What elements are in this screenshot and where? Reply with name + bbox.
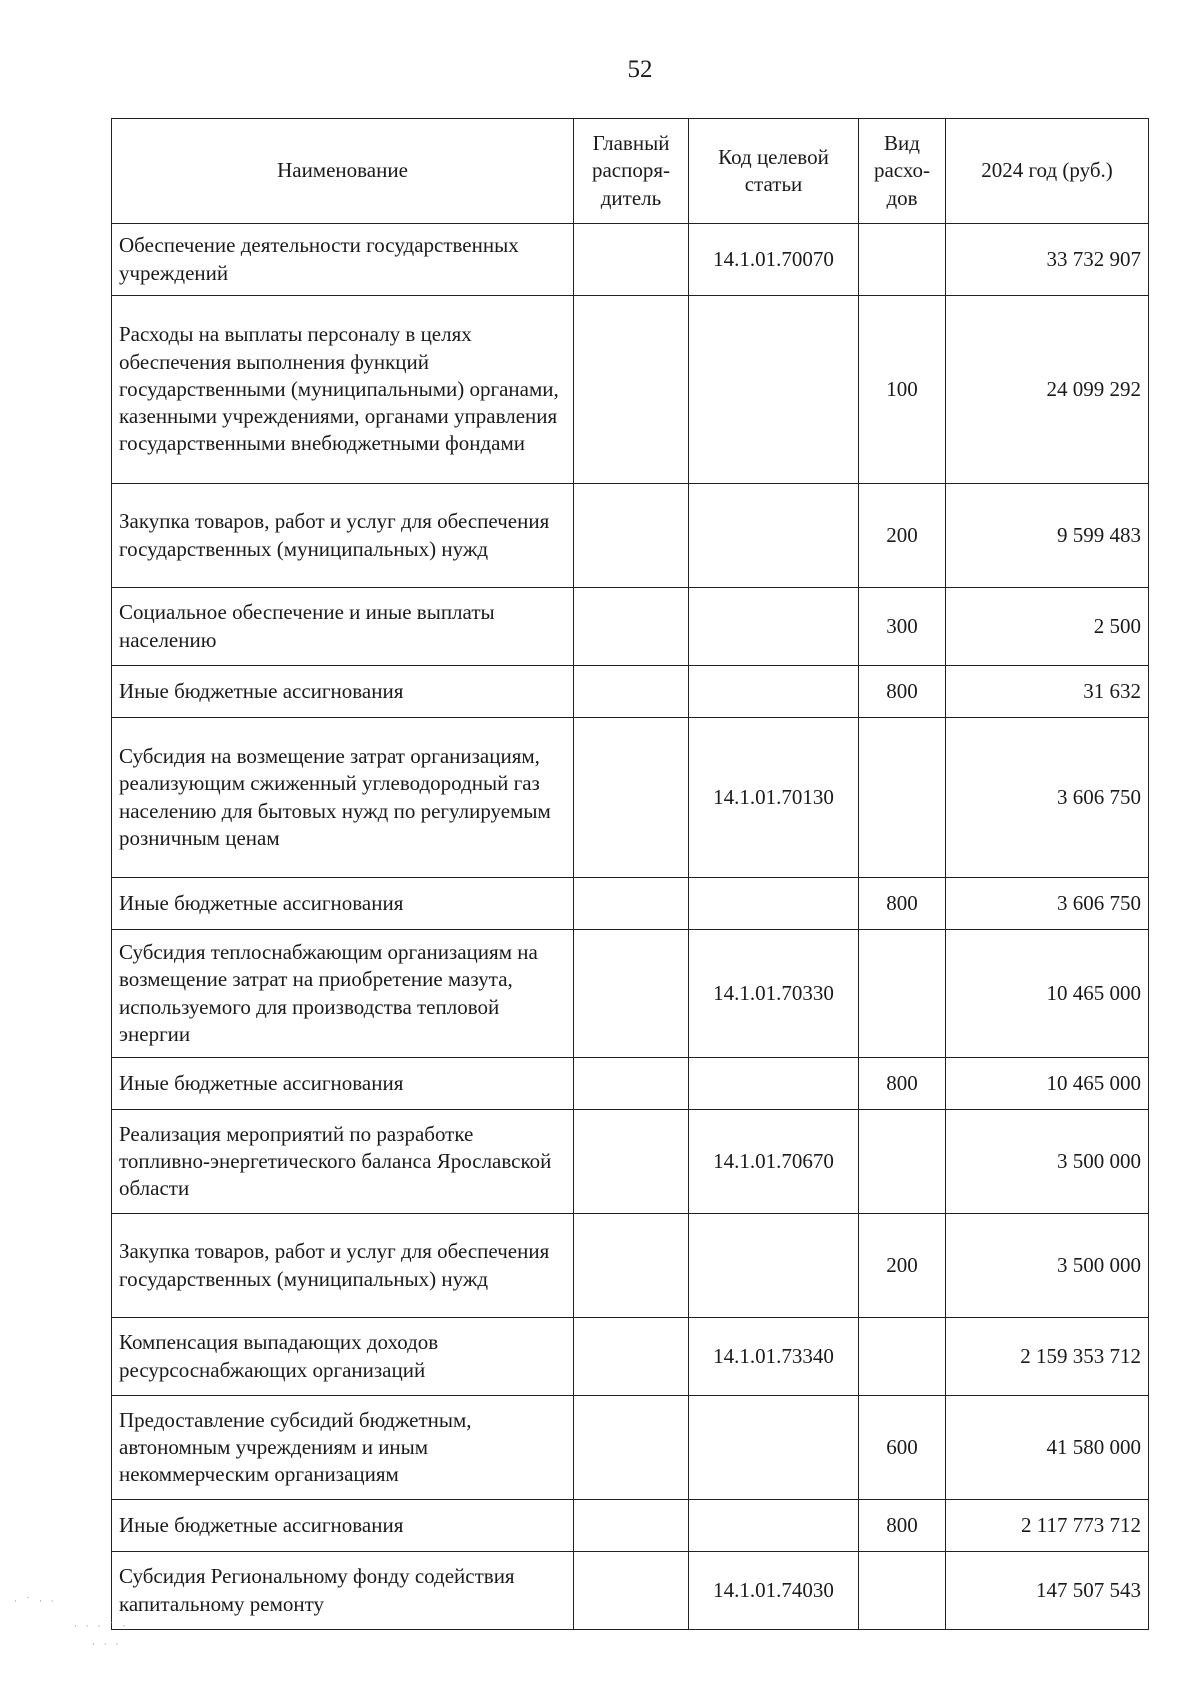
row-code: 14.1.01.70670: [689, 1110, 859, 1214]
table-row: [112, 1396, 1149, 1500]
row-manager: [574, 224, 689, 296]
header-name: Наименование: [112, 119, 574, 224]
page-number: 52: [627, 56, 653, 83]
table-row: [112, 1318, 1149, 1396]
table-row: [112, 1110, 1149, 1214]
row-code: [689, 1396, 859, 1500]
header-code: Код целевой статьи: [689, 119, 859, 224]
row-code: [689, 1214, 859, 1318]
table-row: [112, 1500, 1149, 1552]
row-manager: [574, 1500, 689, 1552]
row-name: Закупка товаров, работ и услуг для обеспечения государственных (муниципальных) нужд: [112, 1214, 574, 1318]
row-name: Иные бюджетные ассигнования: [112, 666, 574, 718]
table-row: [112, 718, 1149, 878]
header-amount: 2024 год (руб.): [946, 119, 1149, 224]
row-code: [689, 878, 859, 930]
row-amount: 24 099 292: [946, 296, 1149, 484]
row-code: [689, 296, 859, 484]
row-expense-type: [859, 1318, 946, 1396]
row-name: Иные бюджетные ассигнования: [112, 1058, 574, 1110]
row-code: [689, 666, 859, 718]
row-expense-type: [859, 1552, 946, 1630]
row-amount: 10 465 000: [946, 930, 1149, 1058]
row-amount: 31 632: [946, 666, 1149, 718]
row-expense-type: [859, 718, 946, 878]
row-amount: 41 580 000: [946, 1396, 1149, 1500]
scan-noise: · · · ˙ ·: [74, 1622, 129, 1632]
row-expense-type: 100: [859, 296, 946, 484]
row-manager: [574, 296, 689, 484]
row-manager: [574, 718, 689, 878]
row-expense-type: 300: [859, 588, 946, 666]
table-row: [112, 1058, 1149, 1110]
row-amount: 147 507 543: [946, 1552, 1149, 1630]
header-manager: Главный распоря-дитель: [574, 119, 689, 224]
table-row: [112, 1214, 1149, 1318]
row-expense-type: 600: [859, 1396, 946, 1500]
row-amount: 3 606 750: [946, 718, 1149, 878]
row-name: Расходы на выплаты персоналу в целях обеспечения выполнения функций государственными (муниципальными) органами, казенными учреждениями, органами управления государственными внебюджетными фондами: [112, 296, 574, 484]
row-expense-type: 200: [859, 484, 946, 588]
table-row: [112, 1552, 1149, 1630]
row-name: Закупка товаров, работ и услуг для обеспечения государственных (муниципальных) нужд: [112, 484, 574, 588]
row-name: Иные бюджетные ассигнования: [112, 878, 574, 930]
row-amount: 2 500: [946, 588, 1149, 666]
row-code: [689, 588, 859, 666]
budget-table: [111, 118, 1149, 1630]
row-manager: [574, 1552, 689, 1630]
row-manager: [574, 484, 689, 588]
row-code: 14.1.01.73340: [689, 1318, 859, 1396]
row-manager: [574, 878, 689, 930]
row-manager: [574, 1396, 689, 1500]
row-expense-type: [859, 1110, 946, 1214]
row-amount: 3 500 000: [946, 1110, 1149, 1214]
row-expense-type: 800: [859, 1500, 946, 1552]
table-header-row: [112, 119, 1149, 224]
row-name: Иные бюджетные ассигнования: [112, 1500, 574, 1552]
table-row: [112, 930, 1149, 1058]
row-code: [689, 484, 859, 588]
row-amount: 2 117 773 712: [946, 1500, 1149, 1552]
row-name: Социальное обеспечение и иные выплаты населению: [112, 588, 574, 666]
row-amount: 3 606 750: [946, 878, 1149, 930]
row-manager: [574, 1214, 689, 1318]
row-amount: 3 500 000: [946, 1214, 1149, 1318]
table-row: [112, 296, 1149, 484]
row-name: Субсидия теплоснабжающим организациям на возмещение затрат на приобретение мазута, используемого для производства тепловой энергии: [112, 930, 574, 1058]
row-expense-type: [859, 224, 946, 296]
row-name: Компенсация выпадающих доходов ресурсоснабжающих организаций: [112, 1318, 574, 1396]
row-name: Субсидия на возмещение затрат организациям, реализующим сжиженный углеводородный газ населению для бытовых нужд по регулируемым розничным ценам: [112, 718, 574, 878]
row-amount: 10 465 000: [946, 1058, 1149, 1110]
row-manager: [574, 1110, 689, 1214]
row-manager: [574, 930, 689, 1058]
scan-noise: · ˙ · ·: [14, 1597, 57, 1607]
row-expense-type: 800: [859, 1058, 946, 1110]
row-amount: 9 599 483: [946, 484, 1149, 588]
row-manager: [574, 1318, 689, 1396]
row-name: Предоставление субсидий бюджетным, автономным учреждениям и иным некоммерческим организациям: [112, 1396, 574, 1500]
table-row: [112, 878, 1149, 930]
row-name: Обеспечение деятельности государственных учреждений: [112, 224, 574, 296]
row-name: Реализация мероприятий по разработке топливно-энергетического баланса Ярославской области: [112, 1110, 574, 1214]
table-row: [112, 224, 1149, 296]
row-code: 14.1.01.70070: [689, 224, 859, 296]
row-manager: [574, 588, 689, 666]
row-name: Субсидия Региональному фонду содействия капитальному ремонту: [112, 1552, 574, 1630]
row-code: 14.1.01.74030: [689, 1552, 859, 1630]
table-row: [112, 588, 1149, 666]
row-expense-type: [859, 930, 946, 1058]
row-expense-type: 200: [859, 1214, 946, 1318]
row-manager: [574, 666, 689, 718]
row-amount: 33 732 907: [946, 224, 1149, 296]
row-code: [689, 1500, 859, 1552]
row-code: 14.1.01.70330: [689, 930, 859, 1058]
row-expense-type: 800: [859, 878, 946, 930]
scan-noise: · · ·: [92, 1640, 122, 1650]
row-code: [689, 1058, 859, 1110]
row-manager: [574, 1058, 689, 1110]
row-code: 14.1.01.70130: [689, 718, 859, 878]
table-row: [112, 484, 1149, 588]
header-expense-type: Вид расхо-дов: [859, 119, 946, 224]
row-expense-type: 800: [859, 666, 946, 718]
table-row: [112, 666, 1149, 718]
row-amount: 2 159 353 712: [946, 1318, 1149, 1396]
